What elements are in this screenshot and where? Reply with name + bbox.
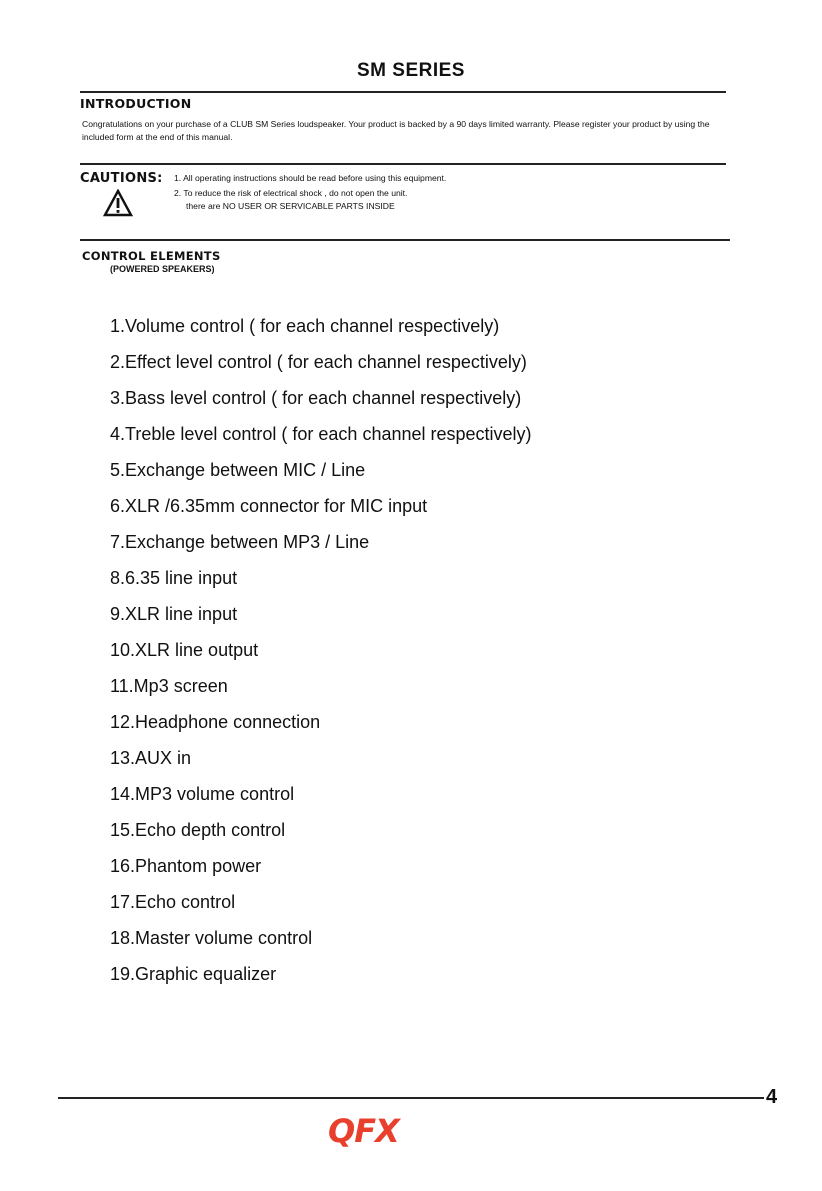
- brand-logo: QFX: [328, 1112, 399, 1150]
- control-element-item: 18.Master volume control: [110, 928, 313, 948]
- control-elements-subheading: (POWERED SPEAKERS): [110, 264, 215, 274]
- control-element-item: 10.XLR line output: [110, 640, 259, 660]
- control-element-item: 3.Bass level control ( for each channel respectively): [110, 388, 522, 408]
- section-divider: [80, 239, 730, 241]
- control-element-item: 2.Effect level control ( for each channel respectively): [110, 352, 527, 372]
- control-element-item: 4.Treble level control ( for each channel respectively): [110, 424, 532, 444]
- section-divider: [80, 91, 726, 93]
- cautions-label: CAUTIONS:: [80, 171, 163, 186]
- control-element-item: 16.Phantom power: [110, 856, 262, 876]
- control-elements-heading: CONTROL ELEMENTS: [82, 249, 221, 263]
- control-element-item: 5.Exchange between MIC / Line: [110, 460, 366, 480]
- control-element-item: 7.Exchange between MP3 / Line: [110, 532, 370, 552]
- control-element-item: 8.6.35 line input: [110, 568, 238, 588]
- control-elements-list: [110, 308, 532, 992]
- control-element-item: 15.Echo depth control: [110, 820, 286, 840]
- section-divider: [80, 163, 726, 165]
- caution-item: 1. All operating instructions should be read before using this equipment.: [174, 173, 447, 183]
- control-element-item: 17.Echo control: [110, 892, 236, 912]
- introduction-text: Congratulations on your purchase of a CLUB SM Series loudspeaker. Your product is backed by a 90 days limited warranty. Please register your product by using the included form at the end of this manual.: [82, 119, 710, 142]
- control-element-item: 13.AUX in: [110, 748, 192, 768]
- warning-triangle-icon: [103, 189, 133, 217]
- introduction-heading: INTRODUCTION: [80, 96, 192, 111]
- control-element-item: 12.Headphone connection: [110, 712, 321, 732]
- footer-divider: [58, 1097, 764, 1099]
- control-element-item: 11.Mp3 screen: [110, 676, 228, 696]
- page-number: 4: [766, 1086, 778, 1108]
- control-element-item: 1.Volume control ( for each channel respectively): [110, 316, 500, 336]
- control-element-item: 14.MP3 volume control: [110, 784, 295, 804]
- control-element-item: 9.XLR line input: [110, 604, 238, 624]
- caution-item: there are NO USER OR SERVICABLE PARTS INSIDE: [186, 201, 395, 211]
- control-element-item: 19.Graphic equalizer: [110, 964, 277, 984]
- control-element-item: 6.XLR /6.35mm connector for MIC input: [110, 496, 428, 516]
- caution-item: 2. To reduce the risk of electrical shock , do not open the unit.: [174, 188, 408, 198]
- page-title: SM SERIES: [357, 60, 465, 81]
